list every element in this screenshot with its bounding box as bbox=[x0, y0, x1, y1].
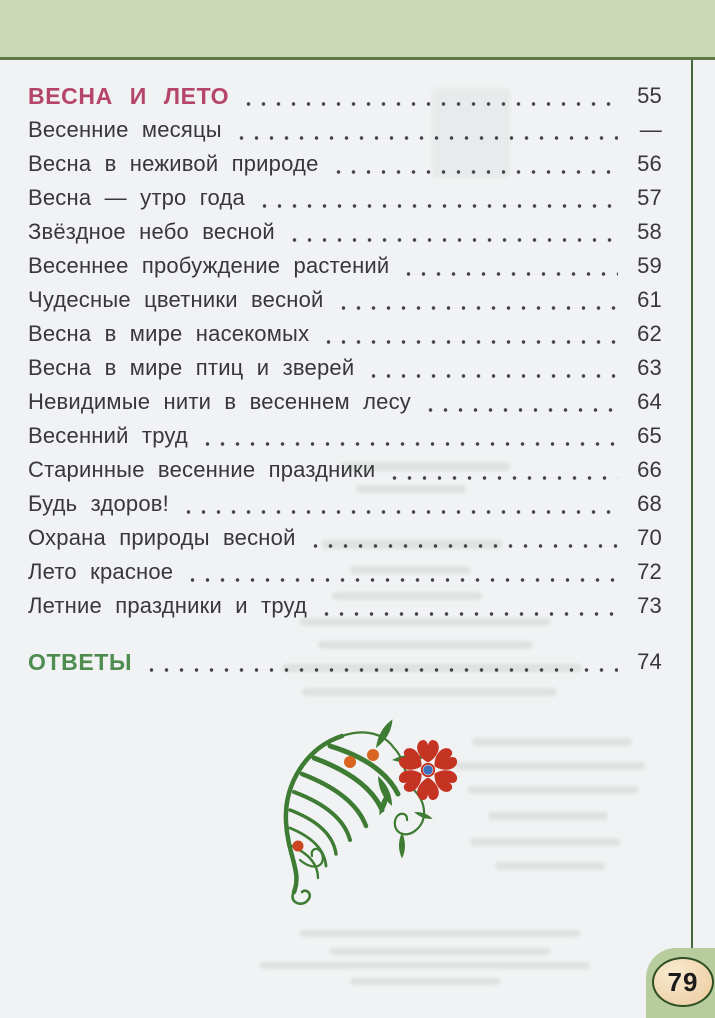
toc-entry bbox=[28, 589, 662, 623]
table-of-contents bbox=[28, 79, 662, 679]
toc-entry-label: Весеннее пробуждение растений bbox=[28, 253, 390, 278]
right-margin-rule bbox=[691, 60, 693, 958]
toc-entry bbox=[28, 521, 662, 555]
page-number: 79 bbox=[667, 966, 699, 997]
toc-entry-label: Лето красное bbox=[28, 559, 174, 584]
dot-leader bbox=[306, 521, 618, 555]
dot-leader bbox=[399, 249, 618, 283]
flower-center bbox=[423, 765, 433, 775]
dot-leader bbox=[317, 589, 618, 623]
dot-leader bbox=[421, 385, 618, 419]
toc-entry-page: 61 bbox=[637, 287, 662, 312]
toc-entry-label: Будь здоров! bbox=[28, 491, 169, 516]
toc-entry-label: Весна в мире птиц и зверей bbox=[28, 355, 355, 380]
toc-entry-page: 62 bbox=[637, 321, 662, 346]
toc-entry bbox=[28, 317, 662, 351]
toc-entry-page: 65 bbox=[637, 423, 662, 448]
toc-entry-page: 59 bbox=[637, 253, 662, 278]
dot-leader bbox=[183, 555, 618, 589]
toc-entry bbox=[28, 645, 662, 679]
toc-entry bbox=[28, 113, 662, 147]
toc-entry-page: 73 bbox=[637, 593, 662, 618]
toc-entry bbox=[28, 249, 662, 283]
fern-fronds bbox=[286, 736, 398, 904]
toc-entry-page: 70 bbox=[637, 525, 662, 550]
toc-entry-page: 58 bbox=[637, 219, 662, 244]
dot-leader bbox=[329, 147, 618, 181]
toc-entry-label: ВЕСНА И ЛЕТО bbox=[28, 83, 230, 109]
toc-entry bbox=[28, 453, 662, 487]
page-number-badge bbox=[652, 957, 714, 1007]
dot-leader bbox=[232, 113, 618, 147]
toc-entry-label: Весна в неживой природе bbox=[28, 151, 319, 176]
toc-entry-page: 63 bbox=[637, 355, 662, 380]
toc-entry-page: 55 bbox=[637, 83, 662, 108]
floral-ornament bbox=[230, 700, 530, 920]
toc-entry-label: Невидимые нити в весеннем лесу bbox=[28, 389, 411, 414]
toc-entry-label: ОТВЕТЫ bbox=[28, 649, 133, 675]
dot-leader bbox=[385, 453, 618, 487]
toc-entry bbox=[28, 215, 662, 249]
dot-leader bbox=[334, 283, 618, 317]
toc-entry-page: 66 bbox=[637, 457, 662, 482]
toc-entry bbox=[28, 147, 662, 181]
toc-entry-label: Охрана природы весной bbox=[28, 525, 296, 550]
toc-entry bbox=[28, 79, 662, 113]
toc-entry bbox=[28, 385, 662, 419]
toc-entry-label: Звёздное небо весной bbox=[28, 219, 275, 244]
dot-leader bbox=[179, 487, 618, 521]
dot-leader bbox=[142, 645, 618, 679]
toc-entry-label: Весенний труд bbox=[28, 423, 188, 448]
toc-entry-label: Весенние месяцы bbox=[28, 117, 222, 142]
toc-entry-page: — bbox=[639, 117, 662, 142]
toc-entry bbox=[28, 283, 662, 317]
dot-leader bbox=[364, 351, 618, 385]
toc-entry-page: 56 bbox=[637, 151, 662, 176]
dot-leader bbox=[198, 419, 618, 453]
toc-entry-label: Весна в мире насекомых bbox=[28, 321, 310, 346]
toc-entry bbox=[28, 487, 662, 521]
toc-entry bbox=[28, 555, 662, 589]
toc-entry bbox=[28, 351, 662, 385]
toc-entry bbox=[28, 181, 662, 215]
dot-leader bbox=[239, 79, 618, 113]
toc-entry-label: Чудесные цветники весной bbox=[28, 287, 324, 312]
dot-leader bbox=[319, 317, 618, 351]
toc-entry bbox=[28, 419, 662, 453]
toc-entry-label: Старинные весенние праздники bbox=[28, 457, 376, 482]
toc-entry-label: Летние праздники и труд bbox=[28, 593, 308, 618]
toc-entry-page: 57 bbox=[637, 185, 662, 210]
toc-entry-page: 68 bbox=[637, 491, 662, 516]
toc-entry-page: 74 bbox=[637, 649, 662, 674]
top-green-band bbox=[0, 0, 715, 60]
dot-leader bbox=[255, 181, 618, 215]
toc-entry-label: Весна — утро года bbox=[28, 185, 245, 210]
toc-entry-page: 64 bbox=[637, 389, 662, 414]
toc-entry-page: 72 bbox=[637, 559, 662, 584]
page-number-tab bbox=[646, 948, 715, 1018]
dot-leader bbox=[285, 215, 618, 249]
